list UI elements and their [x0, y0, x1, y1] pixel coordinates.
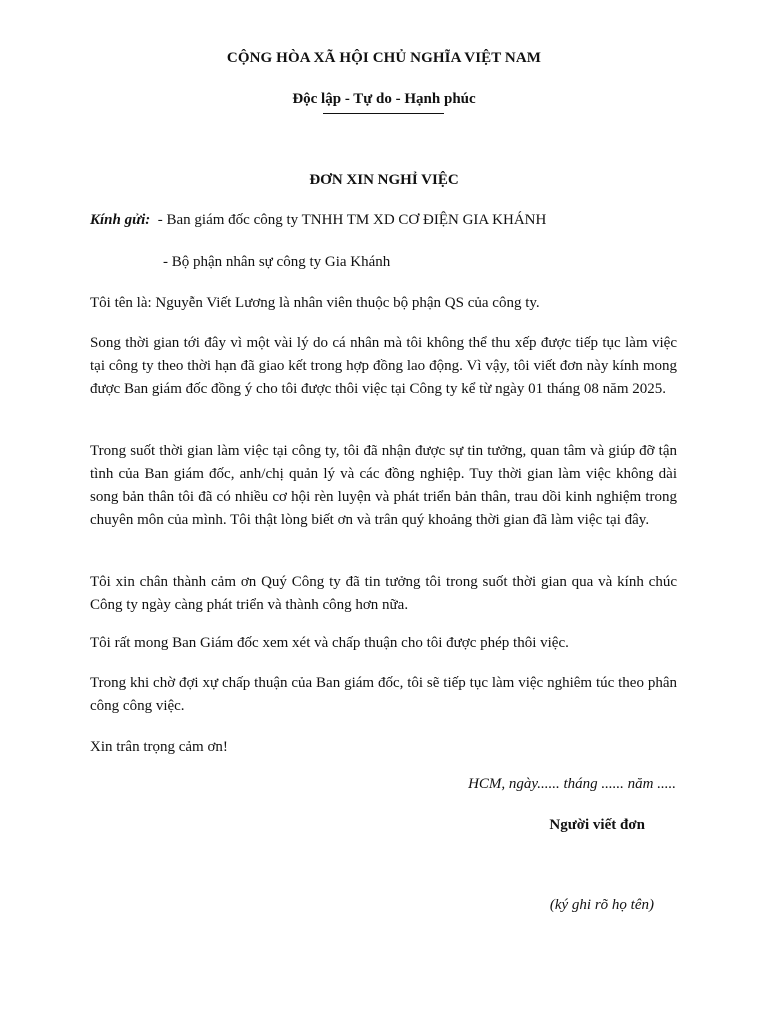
signer-label: Người viết đơn: [549, 817, 645, 833]
recipient-label: Kính gửi:: [90, 212, 151, 228]
recipient-line-2: - Bộ phận nhân sự công ty Gia Khánh: [163, 254, 391, 270]
recipient-line-1: [90, 212, 546, 229]
document-title: ĐƠN XIN NGHỈ VIỆC: [309, 172, 459, 188]
commitment-paragraph: Trong khi chờ đợi xự chấp thuận của Ban giám đốc, tôi sẽ tiếp tục làm việc nghiêm túc theo phân công công việc.: [90, 675, 677, 714]
thanks-paragraph: Tôi xin chân thành cảm ơn Quý Công ty đã tin tưởng tôi trong suốt thời gian qua và kính chúc Công ty ngày càng phát triển và thành công hơn nữa.: [90, 574, 677, 613]
closing-line: Xin trân trọng cảm ơn!: [90, 739, 228, 755]
signature-note: (ký ghi rõ họ tên): [549, 897, 654, 913]
motto-underline: [323, 113, 444, 114]
reason-paragraph: Song thời gian tới đây vì một vài lý do cá nhân mà tôi không thể thu xếp được tiếp tục làm việc tại công ty theo thời hạn đã giao kết trong hợp đồng lao động. Vì vậy, tôi viết đơn này kính mong được Ban giám đốc đồng ý cho tôi được thôi việc tại Công ty kể từ ngày 01 tháng 08 năm 2025.: [90, 335, 677, 397]
request-paragraph: Tôi rất mong Ban Giám đốc xem xét và chấp thuận cho tôi được phép thôi việc.: [90, 635, 569, 651]
recipient-board: - Ban giám đốc công ty TNHH TM XD CƠ ĐIỆN GIA KHÁNH: [157, 212, 547, 228]
national-motto: Độc lập - Tự do - Hạnh phúc: [292, 91, 476, 107]
intro-paragraph: Tôi tên là: Nguyễn Viết Lương là nhân viên thuộc bộ phận QS của công ty.: [90, 295, 540, 311]
gratitude-paragraph: Trong suốt thời gian làm việc tại công ty, tôi đã nhận được sự tin tưởng, quan tâm và giúp đỡ tận tình của Ban giám đốc, anh/chị quản lý và các đồng nghiệp. Tuy thời gian làm việc không dài song bản thân tôi đã có nhiều cơ hội rèn luyện và phát triển bản thân, trau dồi kinh nghiệm trong chuyên môn của mình. Tôi thật lòng biết ơn và trân quý khoảng thời gian đã làm việc tại đây.: [90, 443, 677, 528]
date-line: HCM, ngày...... tháng ...... năm .....: [468, 776, 676, 792]
country-heading: CỘNG HÒA XÃ HỘI CHỦ NGHĨA VIỆT NAM: [226, 50, 542, 66]
